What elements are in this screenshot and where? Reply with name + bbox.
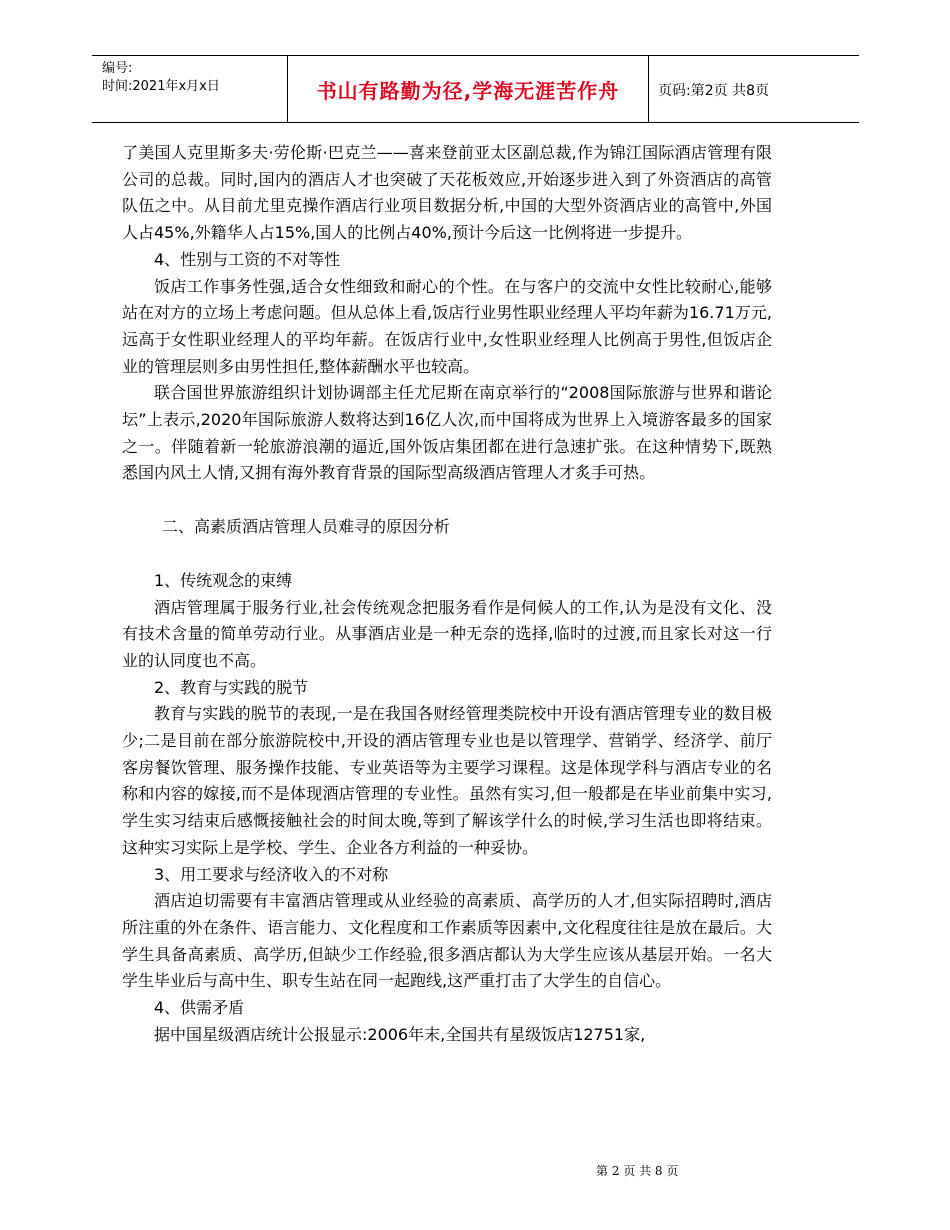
page-footer: 第 2 页 共 8 页	[596, 1164, 679, 1178]
page-header	[92, 55, 859, 123]
subheading: 4、性别与工资的不对等性	[154, 249, 341, 269]
paragraph: 联合国世界旅游组织计划协调部主任尤尼斯在南京举行的“2008国际旅游与世界和谐论坛”上表示,2020年国际旅游人数将达到16亿人次,而中国将成为世界上入境游客最多的国家之一。伴随着新一轮旅游浪潮的逼近,国外饭店集团都在进行急速扩张。在这种情势下,既熟悉国内风土人情,又拥有海外教育背景的国际型高级酒店管理人才炙手可热。	[122, 383, 772, 483]
paragraph: 了美国人克里斯多夫·劳伦斯·巴克兰——喜来登前亚太区副总裁,作为锦江国际酒店管理有限公司的总裁。同时,国内的酒店人才也突破了天花板效应,开始逐步进入到了外资酒店的高管队伍之中。从目前尤里克操作酒店行业项目数据分析,中国的大型外资酒店业的高管中,外国人占45%,外籍华人占15%,国人的比例占40%,预计今后这一比例将进一步提升。	[122, 143, 772, 243]
document-body	[122, 140, 772, 1049]
header-meta	[102, 60, 220, 96]
paragraph: 酒店管理属于服务行业,社会传统观念把服务看作是伺候人的工作,认为是没有文化、没有技术含量的简单劳动行业。从事酒店业是一种无奈的选择,临时的过渡,而且家长对这一行业的认同度也不高。	[122, 597, 772, 670]
document-number-label: 编号:	[102, 61, 133, 76]
subheading: 1、传统观念的束缚	[154, 570, 293, 590]
document-time: 时间:2021年x月x日	[102, 79, 220, 94]
paragraph: 酒店迫切需要有丰富酒店管理或从业经验的高素质、高学历的人才,但实际招聘时,酒店所注重的外在条件、语言能力、文化程度和工作素质等因素中,文化程度往往是放在最后。大学生具备高素质、高学历,但缺少工作经验,很多酒店都认为大学生应该从基层开始。一名大学生毕业后与高中生、职专生站在同一起跑线,这严重打击了大学生的自信心。	[122, 891, 772, 991]
subheading: 3、用工要求与经济收入的不对称	[154, 864, 389, 884]
header-motto: 书山有路勤为径,学海无涯苦作舟	[287, 56, 649, 122]
paragraph: 教育与实践的脱节的表现,一是在我国各财经管理类院校中开设有酒店管理专业的数目极少;二是目前在部分旅游院校中,开设的酒店管理专业也是以管理学、营销学、经济学、前厅客房餐饮管理、服务操作技能、专业英语等为主要学习课程。这是体现学科与酒店专业的名称和内容的嫁接,而不是体现酒店管理的专业性。虽然有实习,但一般都是在毕业前集中实习,学生实习结束后感慨接触社会的时间太晚,等到了解该学什么的时候,学习生活也即将结束。这种实习实际上是学校、学生、企业各方利益的一种妥协。	[122, 704, 772, 857]
header-page-info: 页码:第2页 共8页	[658, 83, 769, 99]
subheading: 2、教育与实践的脱节	[154, 677, 309, 697]
paragraph: 饭店工作事务性强,适合女性细致和耐心的个性。在与客户的交流中女性比较耐心,能够站在对方的立场上考虑问题。但从总体上看,饭店行业男性职业经理人平均年薪为16.71万元,远高于女性职业经理人的平均年薪。在饭店行业中,女性职业经理人比例高于男性,但饭店企业的管理层则多由男性担任,整体薪酬水平也较高。	[122, 276, 772, 376]
section-heading: 二、高素质酒店管理人员难寻的原因分析	[162, 517, 451, 537]
subheading: 4、供需矛盾	[154, 998, 245, 1018]
paragraph: 据中国星级酒店统计公报显示:2006年末,全国共有星级饭店12751家,	[154, 1024, 646, 1044]
